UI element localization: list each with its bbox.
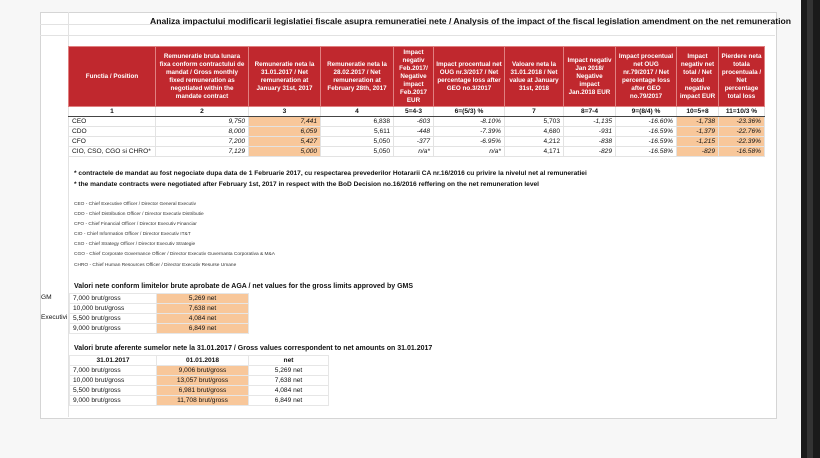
section3-title: Valori brute aferente sumelor nete la 31.01.2017 / Gross values correspondent to net amounts on 31.01.2017 [74, 345, 433, 352]
gross-cell: 8,000 [156, 127, 249, 137]
col-header-total-pct: Pierdere neta totala procentuala / Net percentage total loss [719, 47, 765, 107]
pct-feb-cell: -8.10% [434, 117, 505, 127]
net-jan17-cell: 7,441 [249, 117, 321, 127]
net-value-cell: 7,638 net [157, 304, 249, 314]
col-header-impact-feb17: Impact negativ Feb.2017/ Negative impact Feb.2017 EUR [394, 47, 434, 107]
gross-cell: 7,200 [156, 137, 249, 147]
net-feb17-cell: 5,611 [321, 127, 394, 137]
index-row [69, 107, 765, 117]
glossary-item: CGO - Chief Corporate Governance Officer / Director Executiv Guvernanta Corporativa & M&A [74, 252, 275, 257]
total-impact-cell: -1,379 [677, 127, 719, 137]
position-cell: CFO [69, 137, 156, 147]
net-value-cell: 4,084 net [157, 314, 249, 324]
total-impact-cell: -829 [677, 147, 719, 157]
table-row [69, 127, 765, 137]
col-header-total-impact: Impact negativ net total / Net total negative impact EUR [677, 47, 719, 107]
impact-feb-cell: -448 [394, 127, 434, 137]
table-row [70, 324, 249, 334]
gross-2017-cell: 10,000 brut/gross [70, 376, 157, 386]
table-row [70, 396, 329, 406]
window-edge-scrollbar[interactable] [801, 0, 820, 458]
col-header-date-2017: 31.01.2017 [70, 356, 157, 366]
pct-feb-cell: -7.39% [434, 127, 505, 137]
gross-2018-cell: 13,057 brut/gross [157, 376, 249, 386]
net-jan17-cell: 5,000 [249, 147, 321, 157]
glossary-item: CFO - Chief Financial Officer / Director Executiv Financiar [74, 222, 197, 227]
pct-jan18-cell: -16.59% [616, 137, 677, 147]
index-cell: 1 [69, 107, 156, 117]
gross-value-cell: 9,000 brut/gross [70, 324, 157, 334]
position-cell: CIO, CSO, CGO si CHRO* [69, 147, 156, 157]
gross-value-cell: 5,500 brut/gross [70, 314, 157, 324]
net-cell: 5,269 net [249, 366, 329, 376]
gross-cell: 7,129 [156, 147, 249, 157]
glossary-item: CHRO - Chief Human Resources Officer / Director Executiv Resurse Umane [74, 263, 237, 268]
gross-2018-cell: 9,006 brut/gross [157, 366, 249, 376]
net-jan18-cell: 5,703 [505, 117, 564, 127]
col-header-gross: Remuneratie bruta lunara fixa conform contractului de mandat / Gross monthly fixed remuneration as negotiated within the mandate contract [156, 47, 249, 107]
col-header-net-feb17: Remuneratie neta la 28.02.2017 / Net remuneration at February 28th, 2017 [321, 47, 394, 107]
pct-jan18-cell: -16.58% [616, 147, 677, 157]
table-header-row [69, 47, 765, 107]
gms-limits-table [69, 293, 249, 334]
note-english: * the mandate contracts were negotiated after February 1st, 2017 in respect with the BoD Decision no.16/2016 reffering on the net remuneration level [74, 181, 539, 188]
note-romanian: * contractele de mandat au fost negociate dupa data de 1 Februarie 2017, cu respectarea prevederilor Hotararii CA nr.16/2016 cu privire la nivelul net al remuneratiei [74, 170, 587, 177]
impact-jan18-cell: -1,135 [564, 117, 616, 127]
total-impact-cell: -1,738 [677, 117, 719, 127]
col-header-pct-jan18: Impact procentual net OUG nr.79/2017 / Net percentage loss after GEO no.79/2017 [616, 47, 677, 107]
impact-feb-cell: n/a* [394, 147, 434, 157]
col-header-pct-feb17: Impact procentual net OUG nr.3/2017 / Net percentage loss after GEO no.3/2017 [434, 47, 505, 107]
table-row [69, 117, 765, 127]
col-header-date-2018: 01.01.2018 [157, 356, 249, 366]
impact-feb-cell: -377 [394, 137, 434, 147]
gross-cell: 9,750 [156, 117, 249, 127]
net-cell: 6,849 net [249, 396, 329, 406]
table-row [70, 366, 329, 376]
net-jan17-cell: 5,427 [249, 137, 321, 147]
table-row [70, 386, 329, 396]
net-feb17-cell: 5,050 [321, 147, 394, 157]
gross-correspondent-table [69, 355, 329, 406]
total-impact-cell: -1,215 [677, 137, 719, 147]
index-cell: 11=10/3 % [719, 107, 765, 117]
pct-jan18-cell: -16.59% [616, 127, 677, 137]
table-row [69, 137, 765, 147]
impact-jan18-cell: -931 [564, 127, 616, 137]
gross-2017-cell: 7,000 brut/gross [70, 366, 157, 376]
index-cell: 3 [249, 107, 321, 117]
table-row [70, 304, 249, 314]
total-pct-cell: -22.76% [719, 127, 765, 137]
scrollbar-thumb[interactable] [807, 0, 813, 458]
glossary-item: CEO - Chief Executive Officer / Director General Executiv [74, 202, 197, 207]
net-value-cell: 6,849 net [157, 324, 249, 334]
col-header-net-jan17: Remuneratie neta la 31.01.2017 / Net remuneration at January 31st, 2017 [249, 47, 321, 107]
gross-2017-cell: 5,500 brut/gross [70, 386, 157, 396]
remuneration-table [68, 46, 765, 157]
net-jan17-cell: 6,059 [249, 127, 321, 137]
index-cell: 7 [505, 107, 564, 117]
table-row [70, 294, 249, 304]
index-cell: 6=(5/3) % [434, 107, 505, 117]
table-row [69, 147, 765, 157]
total-pct-cell: -16.58% [719, 147, 765, 157]
index-cell: 4 [321, 107, 394, 117]
index-cell: 8=7-4 [564, 107, 616, 117]
grid-line [40, 35, 775, 36]
table-row [70, 314, 249, 324]
net-feb17-cell: 5,050 [321, 137, 394, 147]
net-jan18-cell: 4,680 [505, 127, 564, 137]
impact-jan18-cell: -829 [564, 147, 616, 157]
impact-feb-cell: -603 [394, 117, 434, 127]
index-cell: 10=5+8 [677, 107, 719, 117]
impact-jan18-cell: -838 [564, 137, 616, 147]
sheet-title: Analiza impactului modificarii legislatiei fiscale asupra remuneratiei nete / Analysis of the impact of the fiscal legislation amendment on the net remuneration [150, 16, 792, 26]
glossary-item: CSO - Chief Strategy Officer / Director Executiv Strategie [74, 242, 196, 247]
gross-value-cell: 10,000 brut/gross [70, 304, 157, 314]
pct-jan18-cell: -16.60% [616, 117, 677, 127]
gross-2018-cell: 6,981 brut/gross [157, 386, 249, 396]
position-cell: CDO [69, 127, 156, 137]
section2-title: Valori nete conform limitelor brute aprobate de AGA / net values for the gross limits approved by GMS [74, 283, 414, 290]
position-cell: CEO [69, 117, 156, 127]
total-pct-cell: -22.39% [719, 137, 765, 147]
col-header-impact-jan18: Impact negativ Jan 2018/ Negative impact Jan.2018 EUR [564, 47, 616, 107]
label-executivi: Executivi [41, 314, 68, 321]
table-header-row [70, 356, 329, 366]
table-row [70, 376, 329, 386]
gross-2018-cell: 11,708 brut/gross [157, 396, 249, 406]
pct-feb-cell: -6.95% [434, 137, 505, 147]
gross-2017-cell: 9,000 brut/gross [70, 396, 157, 406]
index-cell: 2 [156, 107, 249, 117]
net-jan18-cell: 4,171 [505, 147, 564, 157]
glossary-item: CDO - Chief Distribution Officer / Director Executiv Distributie [74, 212, 204, 217]
net-feb17-cell: 6,838 [321, 117, 394, 127]
col-header-position: Functia / Position [69, 47, 156, 107]
total-pct-cell: -23.36% [719, 117, 765, 127]
net-value-cell: 5,269 net [157, 294, 249, 304]
gross-value-cell: 7,000 brut/gross [70, 294, 157, 304]
index-cell: 9=(8/4) % [616, 107, 677, 117]
net-cell: 7,638 net [249, 376, 329, 386]
glossary-item: CIO - Chief Information Officer / Director Executiv IT&T [74, 232, 191, 237]
label-gm: GM [41, 294, 52, 301]
col-header-net: net [249, 356, 329, 366]
col-header-net-jan18: Valoare neta la 31.01.2018 / Net value at January 31st, 2018 [505, 47, 564, 107]
index-cell: 5=4-3 [394, 107, 434, 117]
net-jan18-cell: 4,212 [505, 137, 564, 147]
pct-feb-cell: n/a* [434, 147, 505, 157]
net-cell: 4,084 net [249, 386, 329, 396]
